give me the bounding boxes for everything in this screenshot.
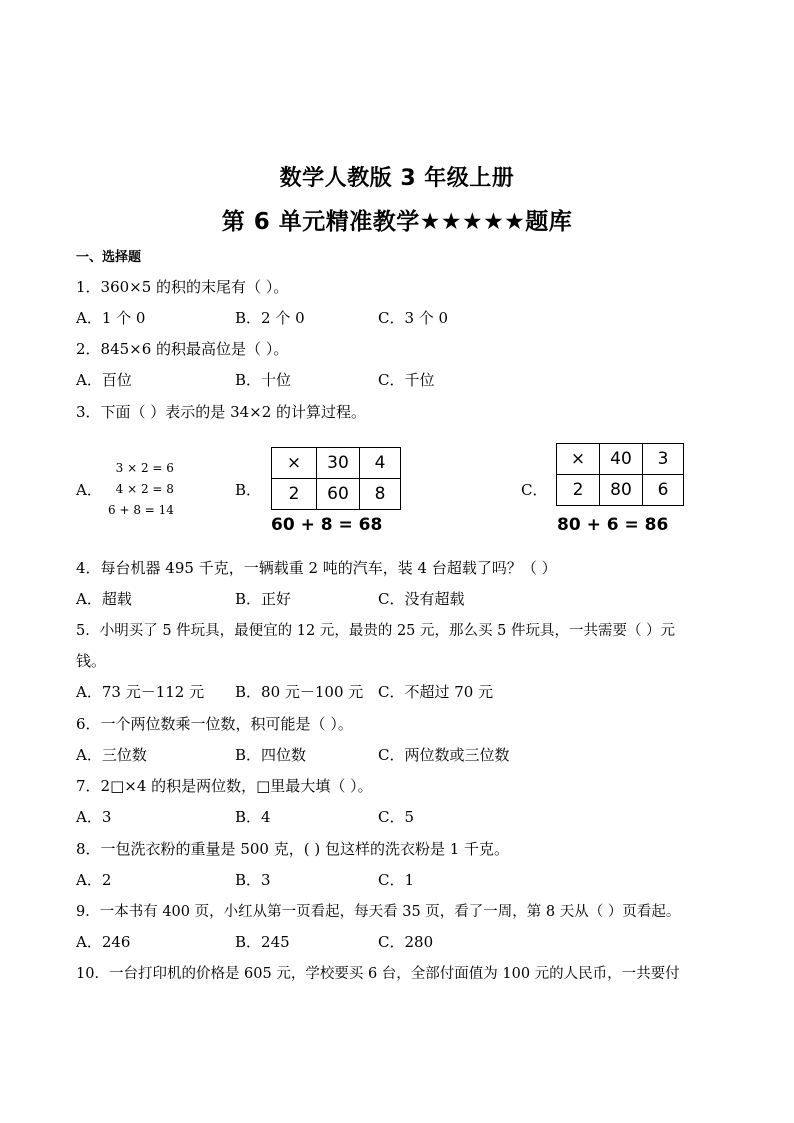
table-cell: × <box>557 444 600 475</box>
q1-option-b: B．2 个 0 <box>235 309 305 327</box>
question-1: 1．360×5 的积的末尾有（ ）。 <box>76 278 289 296</box>
q4-option-c: C．没有超载 <box>378 590 465 608</box>
table-cell: 2 <box>272 479 317 510</box>
q7-option-b: B．4 <box>235 808 271 826</box>
q6-option-c: C．两位数或三位数 <box>378 746 510 764</box>
q5-option-a: A．73 元－112 元 <box>76 683 205 701</box>
question-3: 3．下面（ ）表示的是 34×2 的计算过程。 <box>76 403 367 421</box>
q1-option-a: A．1 个 0 <box>76 309 146 327</box>
table-cell: 2 <box>557 475 600 506</box>
table-cell: 40 <box>600 444 643 475</box>
step-line: 6 + 8 = 14 <box>108 503 174 517</box>
question-9: 9．一本书有 400 页，小红从第一页看起，每天看 35 页，看了一周，第 8 天从（ ）页看起。 <box>76 904 681 920</box>
q3-option-c-table <box>556 443 684 506</box>
q2-option-a: A．百位 <box>76 371 132 389</box>
q2-option-b: B．十位 <box>235 371 292 389</box>
q4-option-a: A．超载 <box>76 590 132 608</box>
question-6: 6．一个两位数乘一位数，积可能是（ ）。 <box>76 715 353 733</box>
q3-option-c-expression: 80 + 6 = 86 <box>557 515 669 535</box>
q3-option-b-label: B． <box>235 481 262 499</box>
step-line: 4 × 2 = 8 <box>115 482 174 496</box>
q9-option-b: B．245 <box>235 933 290 951</box>
q6-option-a: A．三位数 <box>76 746 147 764</box>
q3-option-b-table <box>271 447 401 510</box>
question-10: 10．一台打印机的价格是 605 元，学校要买 6 台，全部付面值为 100 元的人民币，一共要付 <box>76 966 680 982</box>
table-cell: 3 <box>643 444 684 475</box>
q7-option-c: C．5 <box>378 808 415 826</box>
q3-option-a-steps <box>108 458 174 521</box>
page-title: 数学人教版 3 年级上册 <box>279 166 515 191</box>
page-subtitle: 第 6 单元精准教学★★★★★题库 <box>221 209 573 235</box>
table-cell: 80 <box>600 475 643 506</box>
table-cell: 4 <box>360 448 401 479</box>
q8-option-b: B．3 <box>235 871 271 889</box>
q4-option-b: B．正好 <box>235 590 292 608</box>
question-5: 5．小明买了 5 件玩具，最便宜的 12 元，最贵的 25 元，那么买 5 件玩具，一共需要（ ）元 <box>76 623 676 639</box>
q8-option-a: A．2 <box>76 871 112 889</box>
section-heading: 一、选择题 <box>76 250 142 265</box>
q1-option-c: C．3 个 0 <box>378 309 449 327</box>
q6-option-b: B．四位数 <box>235 746 307 764</box>
table-cell: 60 <box>317 479 360 510</box>
q3-option-b-expression: 60 + 8 = 68 <box>271 515 383 535</box>
q2-option-c: C．千位 <box>378 371 435 389</box>
q5-option-c: C．不超过 70 元 <box>378 683 494 701</box>
table-cell: × <box>272 448 317 479</box>
question-5-continued: 钱。 <box>76 652 107 670</box>
q8-option-c: C．1 <box>378 871 415 889</box>
question-7: 7．2□×4 的积是两位数，□里最大填（ ）。 <box>76 777 373 795</box>
step-line: 3 × 2 = 6 <box>115 461 174 475</box>
question-4: 4．每台机器 495 千克，一辆载重 2 吨的汽车，装 4 台超载了吗？（ ） <box>76 559 557 577</box>
q9-option-a: A．246 <box>76 933 131 951</box>
q3-option-c-label: C． <box>521 481 548 499</box>
q9-option-c: C．280 <box>378 933 434 951</box>
table-cell: 30 <box>317 448 360 479</box>
question-8: 8．一包洗衣粉的重量是 500 克，( ) 包这样的洗衣粉是 1 千克。 <box>76 840 510 858</box>
question-2: 2．845×6 的积最高位是（ ）。 <box>76 340 289 358</box>
table-cell: 6 <box>643 475 684 506</box>
q5-option-b: B．80 元－100 元 <box>235 683 364 701</box>
q3-option-a-label: A． <box>76 481 102 499</box>
q7-option-a: A．3 <box>76 808 112 826</box>
table-cell: 8 <box>360 479 401 510</box>
